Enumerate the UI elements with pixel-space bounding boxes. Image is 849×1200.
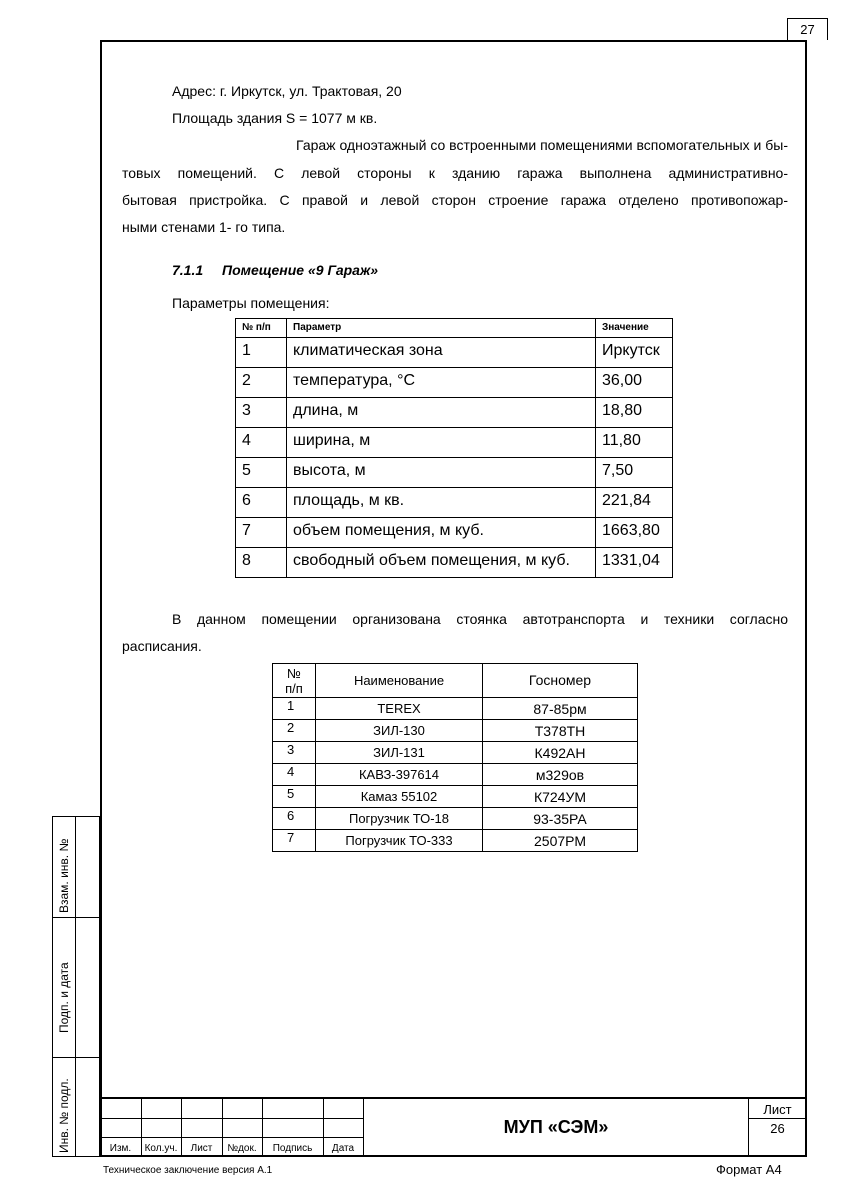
params-table bbox=[235, 318, 673, 578]
col-data: Дата bbox=[331, 1143, 355, 1154]
section-heading bbox=[172, 262, 378, 278]
vehicle-plate: К724УМ bbox=[483, 786, 638, 808]
vehicle-n: 3 bbox=[273, 742, 316, 764]
param-name: климатическая зона bbox=[287, 338, 596, 368]
param-name: температура, °С bbox=[287, 368, 596, 398]
vehicle-name: Погрузчик ТО-18 bbox=[316, 808, 483, 830]
description-line-2: товых помещений. С левой стороны к зданию гаража выполнена административно- bbox=[122, 165, 788, 181]
param-n: 5 bbox=[236, 458, 287, 488]
param-name: высота, м bbox=[287, 458, 596, 488]
grid-line bbox=[100, 1137, 364, 1138]
params-header-row bbox=[236, 319, 673, 338]
area-line: Площадь здания S = 1077 м кв. bbox=[172, 110, 378, 126]
vehicles-header-n-line1: № bbox=[287, 665, 301, 681]
table-row bbox=[236, 458, 673, 488]
vehicle-name: TEREX bbox=[316, 698, 483, 720]
side-label-podp: Подп. и дата bbox=[57, 962, 71, 1033]
table-row bbox=[236, 398, 673, 428]
vehicle-name: ЗИЛ-130 bbox=[316, 720, 483, 742]
vehicle-n: 7 bbox=[273, 830, 316, 852]
vehicle-n: 4 bbox=[273, 764, 316, 786]
footer-doc-version: Техническое заключение версия А.1 bbox=[103, 1165, 273, 1176]
param-value: 1663,80 bbox=[596, 518, 673, 548]
table-row bbox=[236, 518, 673, 548]
param-n: 2 bbox=[236, 368, 287, 398]
param-n: 8 bbox=[236, 548, 287, 578]
vehicle-name: Камаз 55102 bbox=[316, 786, 483, 808]
param-value: 18,80 bbox=[596, 398, 673, 428]
table-row bbox=[273, 720, 638, 742]
side-stamp-row-divider bbox=[53, 917, 99, 918]
vehicle-plate: 2507РМ bbox=[483, 830, 638, 852]
side-label-inv: Инв. № подл. bbox=[57, 1078, 71, 1153]
params-header-param: Параметр bbox=[287, 319, 596, 338]
param-value: 1331,04 bbox=[596, 548, 673, 578]
vehicles-header-n-line2: п/п bbox=[285, 680, 303, 696]
param-value: 7,50 bbox=[596, 458, 673, 488]
table-row bbox=[236, 368, 673, 398]
table-row bbox=[236, 338, 673, 368]
vehicle-name: КАВЗ-397614 bbox=[316, 764, 483, 786]
vehicles-table bbox=[272, 663, 638, 852]
parking-text-line-1: В данном помещении организована стоянка автотранспорта и техники согласно bbox=[172, 611, 788, 627]
vehicle-plate: К492АН bbox=[483, 742, 638, 764]
params-caption: Параметры помещения: bbox=[172, 295, 330, 311]
vehicle-n: 2 bbox=[273, 720, 316, 742]
side-stamp bbox=[52, 816, 100, 1157]
footer-format: Формат А4 bbox=[716, 1162, 782, 1177]
address-line: Адрес: г. Иркутск, ул. Трактовая, 20 bbox=[172, 83, 402, 99]
vehicle-plate: 87-85рм bbox=[483, 698, 638, 720]
table-row bbox=[273, 830, 638, 852]
vehicle-plate: Т378ТН bbox=[483, 720, 638, 742]
param-name: длина, м bbox=[287, 398, 596, 428]
vehicle-n: 6 bbox=[273, 808, 316, 830]
parking-text-line-2: расписания. bbox=[122, 638, 202, 654]
sheet-number: 26 bbox=[770, 1121, 785, 1136]
param-n: 6 bbox=[236, 488, 287, 518]
side-label-vzam: Взам. инв. № bbox=[57, 838, 71, 913]
side-stamp-row-divider bbox=[53, 1057, 99, 1058]
param-n: 3 bbox=[236, 398, 287, 428]
col-ndok: №док. bbox=[227, 1143, 257, 1154]
param-name: объем помещения, м куб. bbox=[287, 518, 596, 548]
title-block bbox=[100, 1097, 807, 1157]
vehicles-header-n bbox=[273, 664, 316, 698]
vehicle-name: Погрузчик ТО-333 bbox=[316, 830, 483, 852]
col-podpis: Подпись bbox=[272, 1143, 313, 1154]
param-n: 4 bbox=[236, 428, 287, 458]
param-name: свободный объем помещения, м куб. bbox=[287, 548, 596, 578]
side-stamp-divider bbox=[75, 817, 76, 1156]
vehicles-header-row bbox=[273, 664, 638, 698]
sheet-label: Лист bbox=[763, 1102, 792, 1117]
description-line-1: Гараж одноэтажный со встроенными помещениями вспомогательных и бы- bbox=[296, 137, 788, 153]
param-n: 1 bbox=[236, 338, 287, 368]
vehicles-header-name: Наименование bbox=[316, 664, 483, 698]
table-row bbox=[236, 548, 673, 578]
vehicles-header-plate: Госномер bbox=[483, 664, 638, 698]
table-row bbox=[236, 488, 673, 518]
table-row bbox=[273, 742, 638, 764]
section-title: Помещение «9 Гараж» bbox=[222, 262, 379, 278]
revision-grid bbox=[100, 1099, 364, 1157]
section-number: 7.1.1 bbox=[172, 262, 204, 278]
organization-name: МУП «СЭМ» bbox=[503, 1117, 609, 1137]
param-value: 36,00 bbox=[596, 368, 673, 398]
vehicle-plate: м329ов bbox=[483, 764, 638, 786]
param-name: площадь, м кв. bbox=[287, 488, 596, 518]
table-row bbox=[273, 786, 638, 808]
corner-page-number: 27 bbox=[787, 18, 828, 40]
vehicle-n: 1 bbox=[273, 698, 316, 720]
vehicle-plate: 93-35РА bbox=[483, 808, 638, 830]
grid-line bbox=[100, 1118, 364, 1119]
col-list: Лист bbox=[190, 1143, 213, 1154]
col-izm: Изм. bbox=[109, 1143, 132, 1154]
description-line-4: ными стенами 1- го типа. bbox=[122, 219, 286, 235]
params-header-value: Значение bbox=[596, 319, 673, 338]
description-line-3: бытовая пристройка. С правой и левой сторон строение гаража отделено противопожар- bbox=[122, 192, 788, 208]
param-value: Иркутск bbox=[596, 338, 673, 368]
table-row bbox=[273, 808, 638, 830]
grid-line bbox=[748, 1118, 807, 1119]
param-value: 11,80 bbox=[596, 428, 673, 458]
vehicle-name: ЗИЛ-131 bbox=[316, 742, 483, 764]
param-name: ширина, м bbox=[287, 428, 596, 458]
param-n: 7 bbox=[236, 518, 287, 548]
vehicle-n: 5 bbox=[273, 786, 316, 808]
params-header-n: № п/п bbox=[236, 319, 287, 338]
table-row bbox=[273, 764, 638, 786]
table-row bbox=[236, 428, 673, 458]
col-kol-uch: Кол.уч. bbox=[144, 1143, 178, 1154]
param-value: 221,84 bbox=[596, 488, 673, 518]
table-row bbox=[273, 698, 638, 720]
